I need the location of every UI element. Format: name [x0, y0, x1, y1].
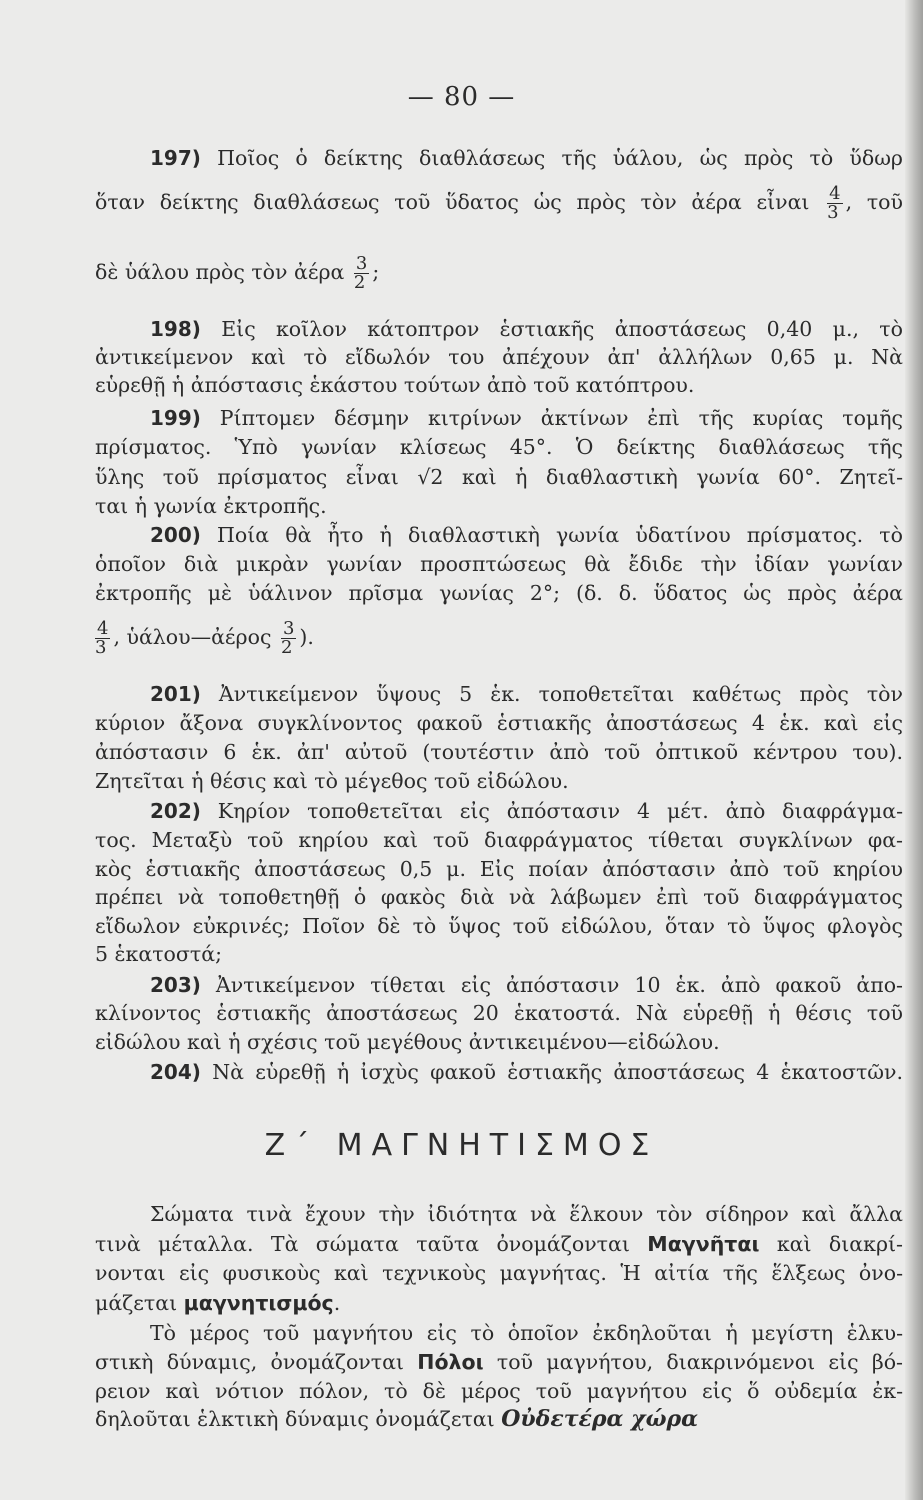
problem-203-line-1: 203) Ἀντικείμενον τίθεται εἰς ἀπόστασιν 10 ἑκ. ἀπὸ φακοῦ ἀπο- — [150, 973, 903, 997]
problem-197-line-1: 197) Ποῖος ὁ δείκτης διαθλάσεως τῆς ὑάλου, ὡς πρὸς τὸ ὕδωρ — [150, 146, 903, 170]
magnetism-par1-line-4: μάζεται μαγνητισμός. — [95, 1291, 341, 1315]
problem-198-line-1: 198) Εἰς κοῖλον κάτοπτρον ἑστιακῆς ἀποστάσεως 0,40 μ., τὸ — [150, 317, 903, 341]
problem-200-line-4: $\frac{4}{3}$ , ὑάλου—ἀέρος $\frac{3}{2}$ ). — [95, 618, 314, 658]
problem-202-line-3: κὸς ἑστιακῆς ἀποστάσεως 0,5 μ. Εἰς ποίαν ἀπόστασιν ἀπὸ τοῦ κηρίου — [95, 857, 903, 881]
problem-201-line-3: ἀπόστασιν 6 ἑκ. ἀπ' αὐτοῦ (τουτέστιν ἀπὸ τοῦ ὀπτικοῦ κέντρου του). — [95, 740, 903, 764]
problem-197-line-2: ὅταν δείκτης διαθλάσεως τοῦ ὕδατος ὡς πρὸς τὸν ἀέρα εἶναι $\frac{4}{3}$ , τοῦ — [95, 183, 903, 223]
problem-200-line-1: 200) Ποία θὰ ἦτο ἡ διαθλαστικὴ γωνία ὑδατίνου πρίσματος. τὸ — [150, 523, 903, 547]
magnetism-par2-line-2: στικὴ δύναμις, ὀνομάζονται Πόλοι τοῦ μαγνήτου, διακρινόμενοι εἰς βό- — [95, 1350, 903, 1374]
problem-198-line-3: εὑρεθῇ ἡ ἀπόστασις ἑκάστου τούτων ἀπὸ τοῦ κατόπτρου. — [95, 373, 695, 397]
fraction-3-2: $\frac{3}{2}$ — [280, 618, 295, 658]
problem-199-line-3: ὕλης τοῦ πρίσματος εἶναι √2 καὶ ἡ διαθλαστικὴ γωνία 60°. Ζητεῖ- — [95, 465, 903, 489]
problem-202-line-5: εἴδωλον εὐκρινές; Ποῖον δὲ τὸ ὕψος τοῦ εἰδώλου, ὅταν τὸ ὕψος φλογὸς — [95, 914, 903, 938]
problem-200-number: 200) — [150, 523, 201, 547]
problem-201-line-1: 201) Ἀντικείμενον ὕψους 5 ἑκ. τοποθετεῖται καθέτως πρὸς τὸν — [150, 682, 903, 706]
term-magnets: Μαγνῆται — [647, 1232, 760, 1256]
problem-204-number: 204) — [150, 1060, 201, 1084]
page-edge-shadow — [905, 0, 923, 1500]
problem-198-line-2: ἀντικείμενον καὶ τὸ εἴδωλόν του ἀπέχουν ἀπ' ἀλλήλων 0,65 μ. Νὰ — [95, 345, 903, 369]
magnetism-par1-line-3: νονται εἰς φυσικοὺς καὶ τεχνικοὺς μαγνήτας. Ἡ αἰτία τῆς ἕλξεως ὀνο- — [95, 1261, 903, 1285]
magnetism-par2-line-4: δηλοῦται ἑλκτικὴ δύναμις ὀνομάζεται Οὐδετέρα χώρα — [95, 1406, 699, 1432]
section-heading: Ζ΄ ΜΑΓΝΗΤΙΣΜΟΣ — [264, 1128, 659, 1163]
problem-200-line-3: ἐκτροπῆς μὲ ὑάλινον πρῖσμα γωνίας 2°; (δ. δ. ὕδατος ὡς πρὸς ἀέρα — [95, 581, 903, 605]
fraction-4-3: $\frac{4}{3}$ — [95, 618, 109, 658]
problem-202-line-6: 5 ἑκατοστά; — [95, 942, 222, 966]
problem-203-line-2: κλίνοντος ἑστιακῆς ἀποστάσεως 20 ἑκατοστά. Νὰ εὑρεθῇ ἡ θέσις τοῦ — [95, 1001, 903, 1025]
problem-199-line-4: ται ἡ γωνία ἐκτροπῆς. — [95, 494, 327, 518]
term-poles: Πόλοι — [417, 1350, 484, 1374]
problem-202-line-4: πρέπει νὰ τοποθετηθῇ ὁ φακὸς διὰ νὰ λάβωμεν ἐπὶ τοῦ διαφράγματος — [95, 885, 903, 909]
problem-197-number: 197) — [150, 146, 201, 170]
term-magnetism: μαγνητισμός — [183, 1291, 334, 1315]
problem-201-line-4: Ζητεῖται ἡ θέσις καὶ τὸ μέγεθος τοῦ εἰδώλου. — [95, 769, 569, 793]
problem-203-number: 203) — [150, 973, 201, 997]
magnetism-par1-line-1: Σώματα τινὰ ἔχουν τὴν ἰδιότητα νὰ ἕλκουν τὸν σίδηρον καὶ ἄλλα — [150, 1202, 903, 1226]
term-neutral-zone: Οὐδετέρα χώρα — [501, 1406, 699, 1432]
problem-202-number: 202) — [150, 799, 201, 823]
problem-198-number: 198) — [150, 317, 201, 341]
problem-199-line-2: πρίσματος. Ὑπὸ γωνίαν κλίσεως 45°. Ὁ δείκτης διαθλάσεως τῆς — [95, 435, 903, 459]
problem-202-line-1: 202) Κηρίον τοποθετεῖται εἰς ἀπόστασιν 4 μέτ. ἀπὸ διαφράγμα- — [150, 799, 903, 823]
fraction-3-2: $\frac{3}{2}$ — [353, 253, 368, 293]
problem-199-line-1: 199) Ρίπτομεν δέσμην κιτρίνων ἀκτίνων ἐπὶ τῆς κυρίας τομῆς — [150, 406, 903, 430]
problem-200-line-2: ὁποῖον διὰ μικρὰν γωνίαν προσπτώσεως θὰ ἔδιδε τὴν ἰδίαν γωνίαν — [95, 552, 903, 576]
problem-204-line-1: 204) Νὰ εὑρεθῇ ἡ ἰσχὺς φακοῦ ἑστιακῆς ἀποστάσεως 4 ἑκατοστῶν. — [150, 1060, 903, 1084]
magnetism-par2-line-1: Τὸ μέρος τοῦ μαγνήτου εἰς τὸ ὁποῖον ἐκδηλοῦται ἡ μεγίστη ἑλκυ- — [150, 1321, 903, 1345]
problem-201-line-2: κύριον ἄξονα συγκλίνοντος φακοῦ ἑστιακῆς ἀποστάσεως 4 ἑκ. καὶ εἰς — [95, 711, 903, 735]
problem-199-number: 199) — [150, 406, 201, 430]
problem-201-number: 201) — [150, 682, 201, 706]
magnetism-par2-line-3: ρειον καὶ νότιον πόλον, τὸ δὲ μέρος τοῦ μαγνήτου εἰς ὅ οὐδεμία ἐκ- — [95, 1379, 903, 1403]
problem-197-line-3: δὲ ὑάλου πρὸς τὸν ἀέρα $\frac{3}{2}$ ; — [95, 253, 380, 293]
problem-202-line-2: τος. Μεταξὺ τοῦ κηρίου καὶ τοῦ διαφράγματος τίθεται συγκλίνων φα- — [95, 828, 903, 852]
magnetism-par1-line-2: τινὰ μέταλλα. Τὰ σώματα ταῦτα ὀνομάζονται Μαγνῆται καὶ διακρί- — [95, 1232, 903, 1256]
page-number: — 80 — — [407, 82, 516, 112]
problem-203-line-3: εἰδώλου καὶ ἡ σχέσις τοῦ μεγέθους ἀντικειμένου—εἰδώλου. — [95, 1030, 720, 1054]
fraction-4-3: $\frac{4}{3}$ — [827, 183, 841, 223]
